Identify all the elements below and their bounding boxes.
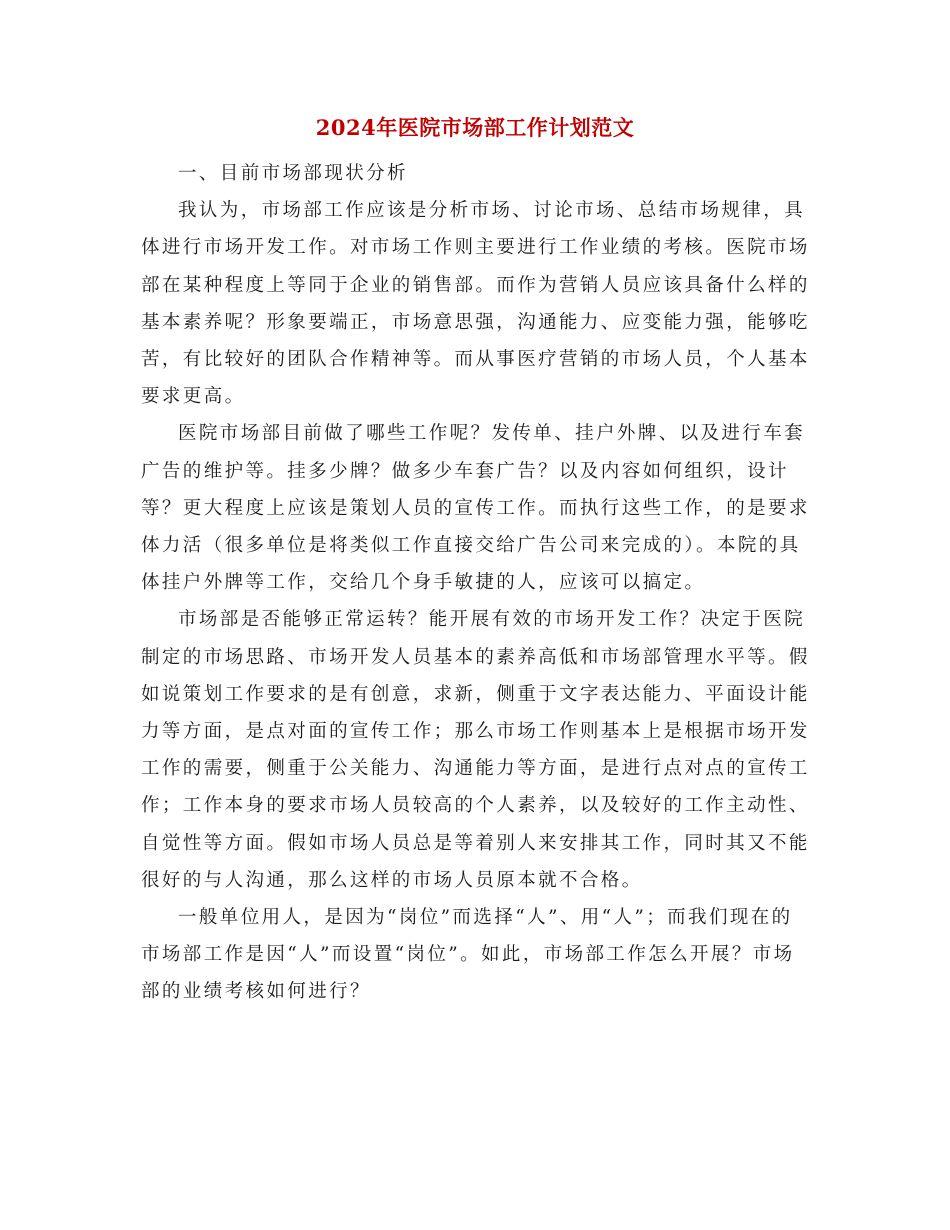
paragraph: 医院市场部目前做了哪些工作呢？发传单、挂户外牌、以及进行车套广告的维护等。挂多少牌？做多少车套广告？以及内容如何组织，设计等？更大程度上应该是策划人员的宣传工作。而执行这些工作，的是要求体力活（很多单位是将类似工作直接交给广告公司来完成的）。本院的具体挂户外牌等工作，交给几个身手敏捷的人，应该可以搞定。 <box>141 423 810 594</box>
section-heading: 一、目前市场部现状分析 <box>178 163 408 184</box>
document-title: 2024年医院市场部工作计划范文 <box>315 115 635 140</box>
paragraph: 市场部是否能够正常运转？能开展有效的市场开发工作？决定于医院制定的市场思路、市场开发人员基本的素养高低和市场部管理水平等。假如说策划工作要求的是有创意，求新，侧重于文字表达能力、平面设计能力等方面，是点对面的宣传工作；那么市场工作则基本上是根据市场开发工作的需要，侧重于公关能力、沟通能力等方面，是进行点对点的宣传工作；工作本身的要求市场人员较高的个人素养，以及较好的工作主动性、自觉性等方面。假如市场人员总是等着别人来安排其工作，同时其又不能很好的与人沟通，那么这样的市场人员原本就不合格。 <box>141 609 810 891</box>
document-body <box>141 155 813 1011</box>
paragraph: 一般单位用人，是因为“岗位”而选择“人”、用“人”；而我们现在的市场部工作是因“人”而设置“岗位”。如此，市场部工作怎么开展？市场部的业绩考核如何进行？ <box>141 907 795 1003</box>
paragraph: 我认为，市场部工作应该是分析市场、讨论市场、总结市场规律，具体进行市场开发工作。对市场工作则主要进行工作业绩的考核。医院市场部在某种程度上等同于企业的销售部。而作为营销人员应该具备什么样的基本素养呢？形象要端正，市场意思强，沟通能力、应变能力强，能够吃苦，有比较好的团队合作精神等。而从事医疗营销的市场人员，个人基本要求更高。 <box>141 200 810 408</box>
